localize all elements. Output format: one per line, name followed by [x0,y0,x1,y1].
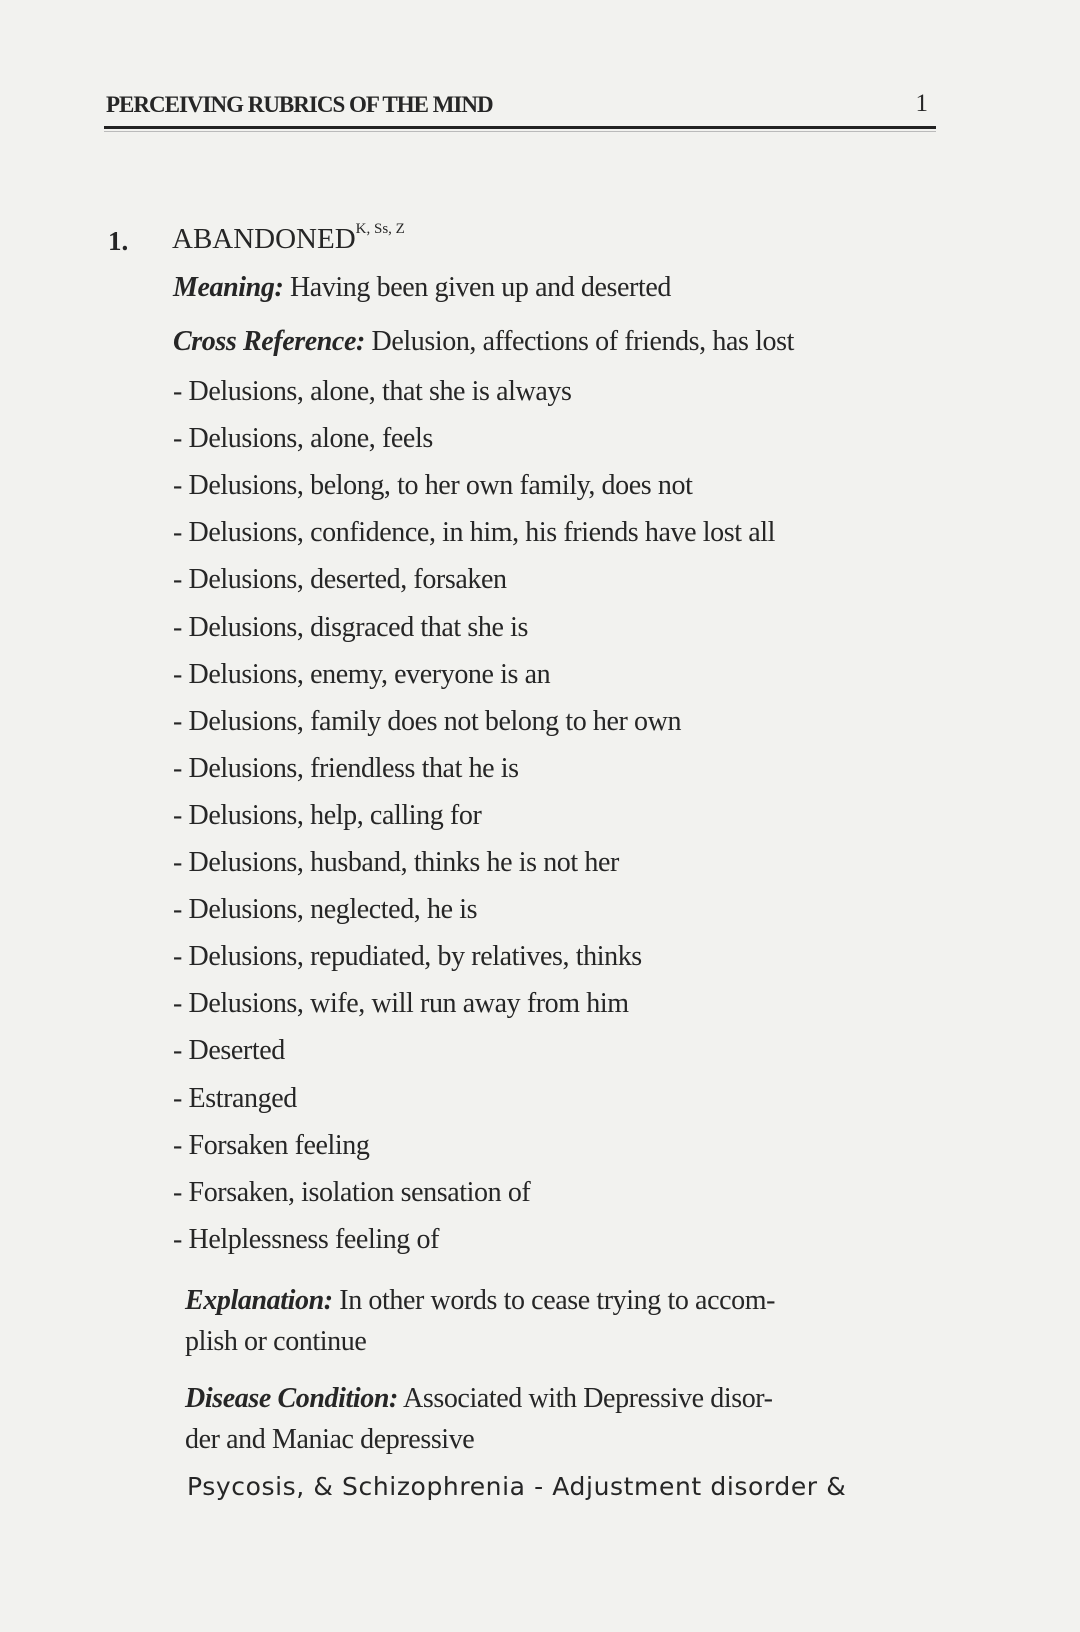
meaning-text: Having been given up and deserted [289,272,671,303]
entry-number: 1. [108,226,129,256]
cross-reference-line [173,326,794,358]
disease-condition-line [185,1383,773,1415]
header-title: PERCEIVING RUBRICS OF THE MIND [106,92,493,117]
explanation-label: Explanation: [185,1285,333,1316]
entry-term [172,223,405,256]
cross-reference-item: - Delusions, alone, that she is always [173,376,572,407]
explanation-line [185,1285,775,1317]
meaning-line [173,272,671,304]
cross-reference-item: - Delusions, belong, to her own family, does not [173,470,693,502]
running-header [104,88,936,129]
cross-reference-item: - Delusions, disgraced that she is [173,611,528,643]
disease-condition-continuation-2: Psycosis, & Schizophrenia - Adjustment disorder & [187,1472,847,1501]
cross-reference-item: - Delusions, alone, feels [173,423,433,455]
header-rule [104,131,936,132]
cross-reference-item: - Forsaken feeling [173,1129,370,1161]
cross-reference-item: - Deserted [173,1035,285,1067]
cross-reference-item: - Delusions, family does not belong to her own [173,705,682,737]
cross-reference-item: - Delusions, confidence, in him, his friends have lost all [173,517,776,549]
cross-reference-item: - Delusions, enemy, everyone is an [173,658,551,690]
cross-reference-item: - Delusions, neglected, he is [173,894,478,926]
meaning-label: Meaning: [173,272,284,303]
page-number: 1 [915,90,928,117]
cross-reference-item: - Delusions, friendless that he is [173,752,519,784]
cross-reference-item: - Delusions, repudiated, by relatives, thinks [173,941,642,973]
term-text: ABANDONED [172,223,356,255]
cross-reference-item: - Delusions, help, calling for [173,799,482,831]
disease-condition-text: Associated with Depressive disor- [403,1383,773,1414]
disease-condition-continuation: der and Maniac depressive [185,1424,475,1455]
term-sources: K, Ss, Z [355,221,405,237]
cross-reference-label: Cross Reference: [173,326,365,357]
cross-reference-item: - Delusions, husband, thinks he is not her [173,847,619,878]
cross-reference-text: Delusion, affections of friends, has lost [371,326,794,357]
cross-reference-item: - Delusions, deserted, forsaken [173,564,507,596]
cross-reference-item: - Forsaken, isolation sensation of [173,1176,531,1208]
cross-reference-item: - Estranged [173,1082,297,1114]
explanation-text: In other words to cease trying to accom- [339,1285,776,1316]
disease-condition-label: Disease Condition: [185,1383,398,1414]
cross-reference-item: - Delusions, wife, will run away from him [173,988,629,1020]
explanation-continuation: plish or continue [185,1326,367,1357]
cross-reference-item: - Helplessness feeling of [173,1223,440,1255]
